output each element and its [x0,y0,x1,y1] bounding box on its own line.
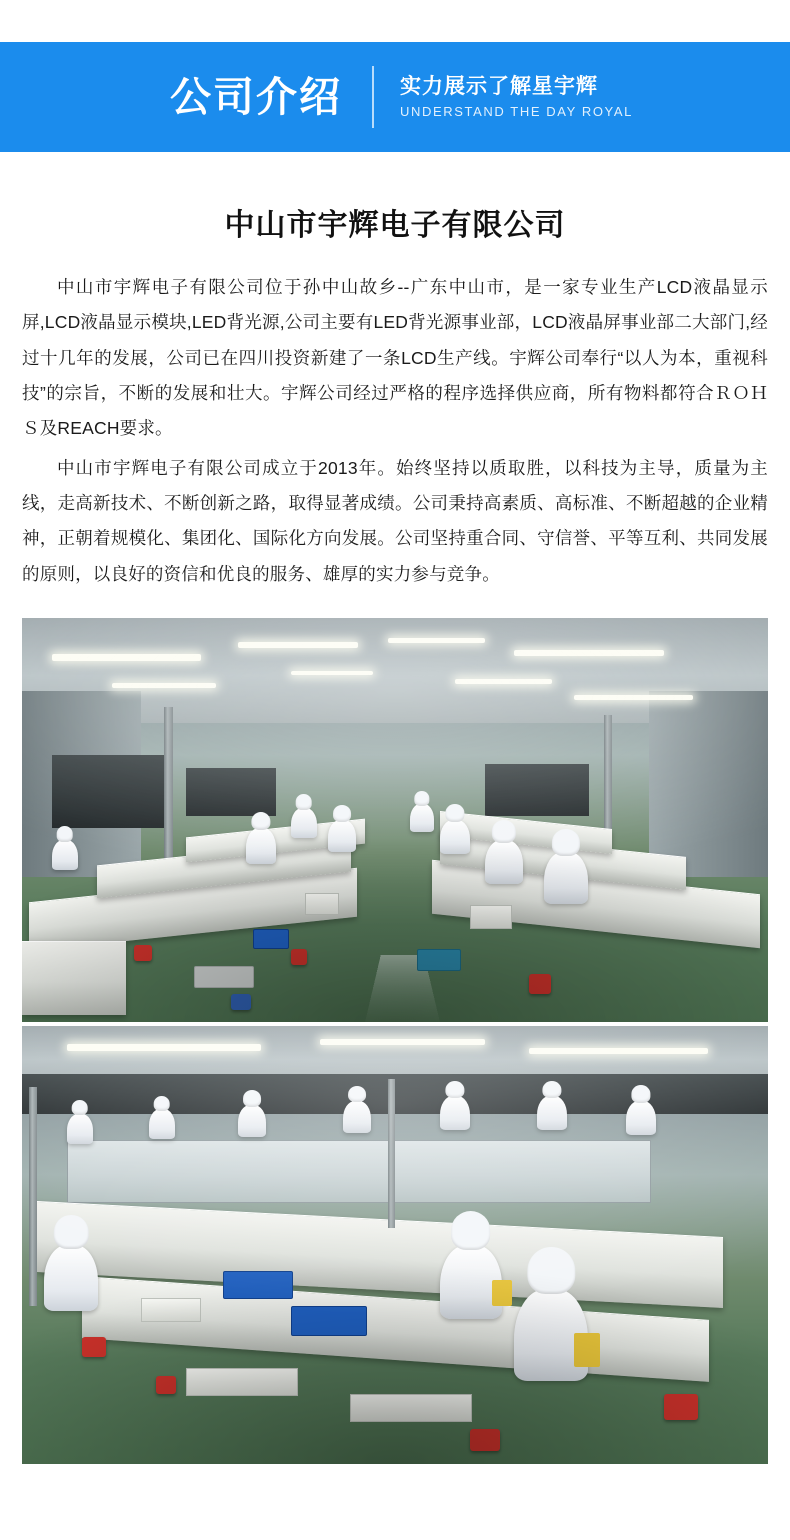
support-pillar [388,1079,395,1228]
parts-bin [291,1306,367,1336]
bench-partition [67,1140,651,1203]
stool [664,1394,698,1420]
workshop-overview-photo [22,618,768,1022]
worker [410,804,434,832]
stool [156,1376,176,1394]
stool [134,945,152,961]
worker [149,1109,175,1139]
parts-tote [350,1394,472,1422]
worker-vest [574,1333,600,1367]
wall-right [649,691,768,877]
ceiling-lamp [291,671,373,675]
ceiling-lamp [455,679,552,684]
parts-tote [186,1368,298,1396]
ceiling-lamp [574,695,693,700]
worker [328,820,356,852]
ceiling-lamp [52,654,201,661]
ceiling-lamp [514,650,663,656]
stool [82,1337,106,1357]
worker [52,840,78,870]
equipment-rack [485,764,589,817]
worker [343,1101,371,1133]
stool [529,974,551,994]
ceiling-lamp [320,1039,484,1045]
stool [231,994,251,1010]
overhead-frame [22,1074,768,1113]
worker [485,840,523,884]
parts-bin [194,966,254,988]
banner-subtitle-cn: 实力展示了解星宇辉 [400,74,598,98]
parts-tote [470,905,512,929]
equipment-rack [186,768,276,816]
parts-bin [223,1271,293,1299]
assembly-line-photo [22,1026,768,1464]
ceiling-lamp [112,683,216,688]
banner-divider [372,66,374,128]
stool [291,949,307,965]
support-pillar [29,1087,37,1306]
intro-text-block [0,200,790,592]
worker [626,1101,656,1135]
worker-vest [492,1280,512,1306]
ceiling-lamp [529,1048,708,1054]
worker [440,820,470,854]
section-banner [0,42,790,152]
intro-paragraph-1: 中山市宇辉电子有限公司位于孙中山故乡--广东中山市，是一家专业生产LCD液晶显示屏,LCD液晶显示模块,LED背光源,公司主要有LED背光源事业部，LCD液晶屏事业部二大部门,经过十几年的发展，公司已在四川投资新建了一条LCD生产线。宇辉公司奉行“以人为本，重视科技”的宗旨，不断的发展和壮大。宇辉公司经过严格的程序选择供应商，所有物料都符合ＲＯＨＳ及REACH要求。 [22,277,768,439]
page-title: 中山市宇辉电子有限公司 [224,209,566,242]
worker [544,852,588,904]
worker [238,1105,266,1137]
worker [246,828,276,864]
stool [470,1429,500,1451]
intro-paragraph-2: 中山市宇辉电子有限公司成立于2013年。始终坚持以质取胜，以科技为主导，质量为主线，走高新技术、不断创新之路，取得显著成绩。公司秉持高素质、高标准、不断超越的企业精神，正朝着规模化、集团化、国际化方向发展。公司坚持重合同、守信誉、平等互利、共同发展的原则，以良好的资信和优良的服务、雄厚的实力参与竞争。 [22,457,768,584]
equipment-rack [52,755,164,828]
ceiling-lamp [388,638,485,643]
worker [440,1096,470,1130]
photo-gallery [0,618,790,1490]
parts-tote [141,1298,201,1322]
worker [291,808,317,838]
ceiling-lamp [238,642,357,648]
banner-subtitle-en: UNDERSTAND THE DAY ROYAL [400,104,633,120]
banner-title: 公司介绍 [170,73,342,120]
banner-subtitle-group [400,71,633,123]
worker [537,1096,567,1130]
parts-tote [305,893,339,915]
worker [67,1114,93,1144]
parts-bin [417,949,461,971]
ceiling-lamp [67,1044,261,1051]
worker [44,1245,98,1311]
parts-bin [253,929,289,949]
cabinet [22,941,126,1015]
